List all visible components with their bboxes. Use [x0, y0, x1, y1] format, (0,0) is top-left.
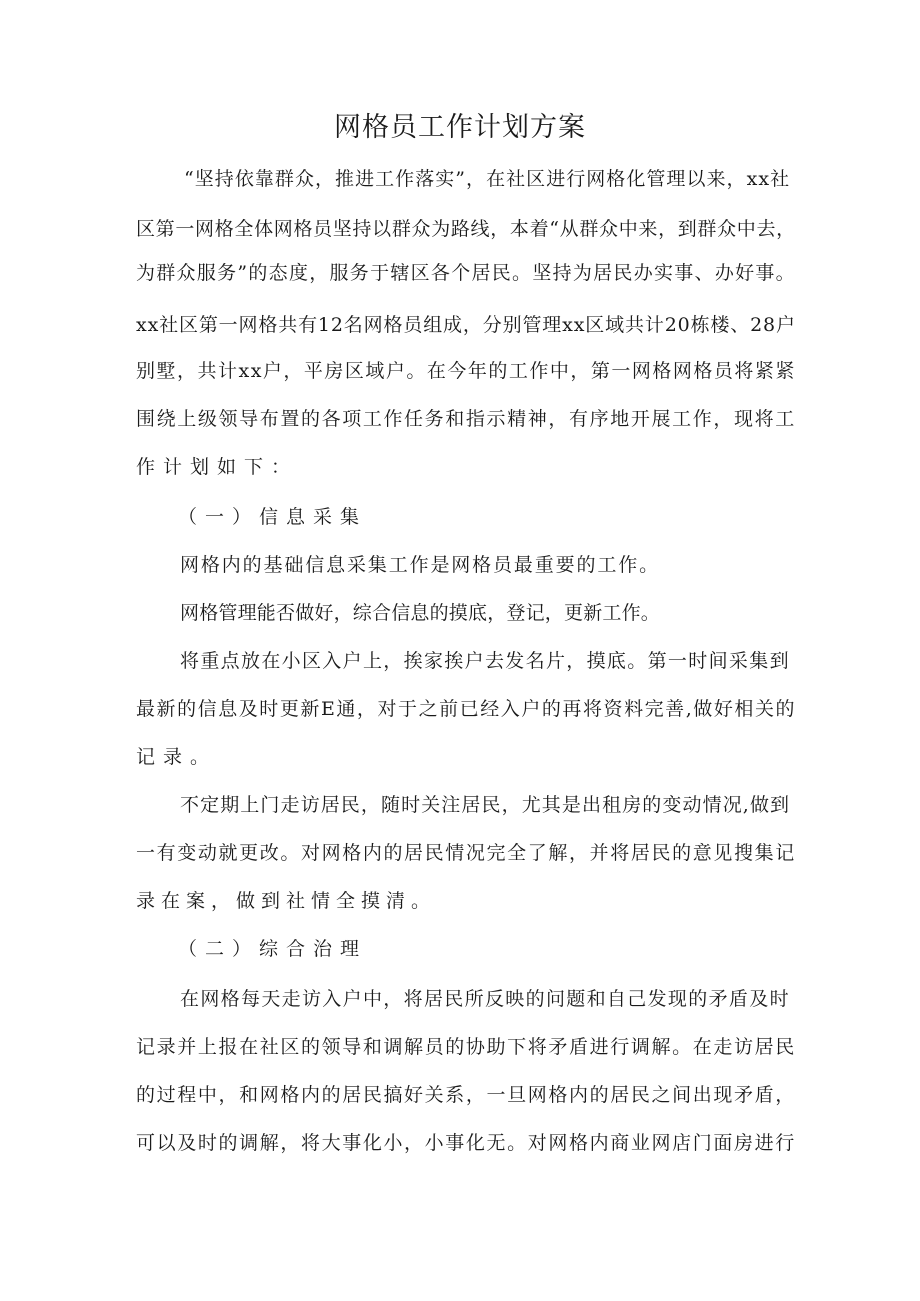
paragraph-line: 围绕上级领导布置的各项工作任务和指示精神，有序地开展工作，现将工: [136, 408, 796, 430]
paragraph-line: 可以及时的调解，将大事化小，小事化无。对网格内商业网店门面房进行: [136, 1132, 796, 1154]
paragraph-line: 网格内的基础信息采集工作是网格员最重要的工作。: [180, 554, 661, 576]
paragraph-line: 一有变动就更改。对网格内的居民情况完全了解，并将居民的意见搜集记: [136, 842, 796, 864]
paragraph-line: 记录。: [136, 746, 218, 768]
paragraph-line: 最新的信息及时更新E通，对于之前已经入户的再将资料完善,做好相关的: [136, 698, 797, 720]
section-heading: （二）综合治理: [178, 938, 368, 960]
paragraph-line: 录在案，做到社情全摸清。: [136, 890, 437, 912]
paragraph-line: 记录并上报在社区的领导和调解员的协助下将矛盾进行调解。在走访居民: [136, 1036, 796, 1058]
paragraph-line: 的过程中，和网格内的居民搞好关系，一旦网格内的居民之间出现矛盾，: [136, 1084, 796, 1106]
paragraph-line: 别墅，共计xx户，平房区域户。在今年的工作中，第一网格网格员将紧紧: [136, 360, 796, 382]
paragraph-line: 区第一网格全体网格员坚持以群众为路线，本着“从群众中来，到群众中去，: [136, 218, 796, 240]
paragraph-line: 作计划如下：: [136, 456, 299, 478]
paragraph-line: 为群众服务”的态度，服务于辖区各个居民。坚持为居民办实事、办好事。: [136, 262, 796, 284]
paragraph-line: xx社区第一网格共有12名网格员组成，分别管理xx区域共计20栋楼、28户: [136, 314, 796, 336]
paragraph-line: “坚持依靠群众，推进工作落实”，在社区进行网格化管理以来，xx社: [184, 168, 791, 190]
document-title: 网格员工作计划方案: [334, 112, 586, 143]
paragraph-line: 将重点放在小区入户上，挨家挨户去发名片，摸底。第一时间采集到: [180, 650, 790, 672]
paragraph-line: 不定期上门走访居民，随时关注居民，尤其是出租房的变动情况,做到: [180, 794, 791, 816]
paragraph-line: 在网格每天走访入户中，将居民所反映的问题和自己发现的矛盾及时: [180, 988, 790, 1010]
paragraph-line: 网格管理能否做好，综合信息的摸底，登记，更新工作。: [180, 602, 661, 624]
section-heading: （一）信息采集: [178, 506, 368, 528]
